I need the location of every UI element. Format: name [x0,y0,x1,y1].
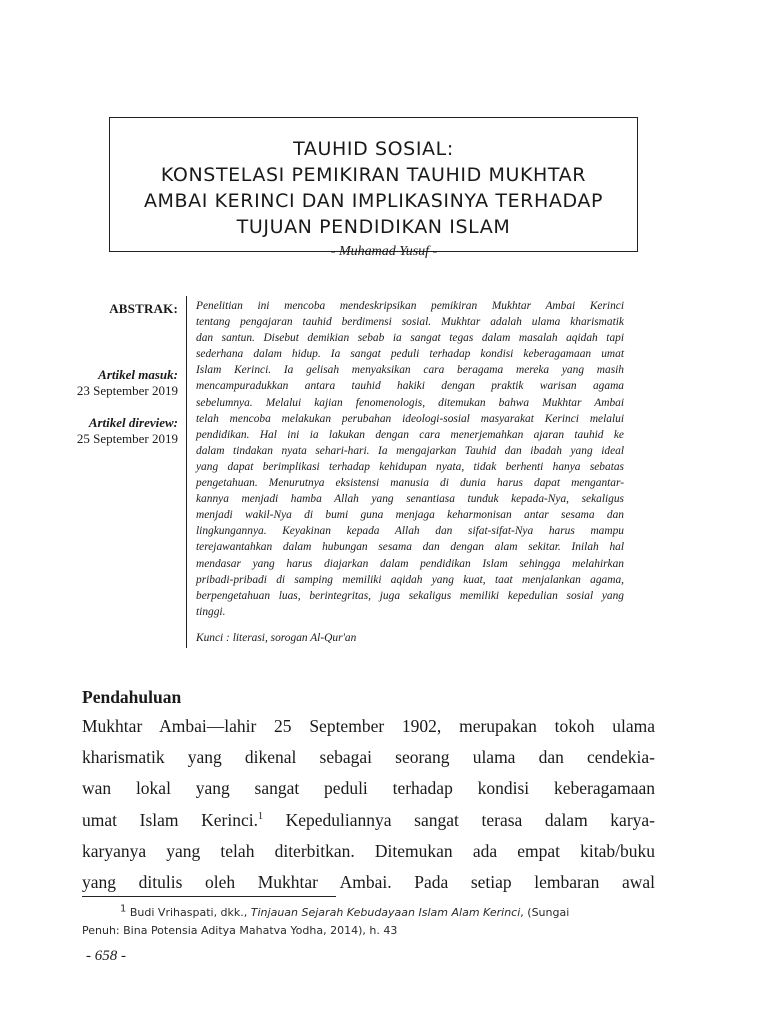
abstract-line: pribadi-pribadi di samping memiliki aqidah yang kuat, taat menjalankan agama, [196,573,624,586]
article-title-box [109,117,638,252]
footnote-line [82,904,658,922]
body-line: kharismatik yang dikenal sebagai seorang ulama dan cendekia- [82,747,655,768]
body-line [82,805,655,836]
body-line-part: umat Islam Kerinci. [82,809,258,830]
author-name: - Muhamad Yusuf - [330,244,438,259]
article-reviewed [40,415,178,447]
keywords: Kunci : literasi, sorogan Al-Qur'an [196,632,357,644]
reviewed-label: Artikel direview: [88,415,178,430]
abstract-line: pendidikan. Hal ini ia lakukan dengan cara menerjemahkan ajaran tauhid ke [196,428,624,441]
abstract-line: kannya menjadi hamba Allah yang senantiasa tunduk kepada-Nya, sekaligus [196,493,624,506]
title-line-3: AMBAI KERINCI DAN IMPLIKASINYA TERHADAP [143,190,604,212]
title-line-4: TUJUAN PENDIDIKAN ISLAM [236,216,511,238]
abstract-line: telah mencoba melakukan perubahan ideologi-sosial masyarakat Kerinci melalui [196,412,624,425]
body-line: yang ditulis oleh Mukhtar Ambai. Pada setiap lembaran awal [82,872,655,893]
footnote [82,904,658,939]
abstract-line: tentang pengajaran tauhid berdimensi sosial. Mukhtar adalah ulama kharismatik [196,316,624,329]
abstract-line: yang dapat berimplikasi terhadap kehidupan nyata, tidak berhenti hanya sebatas [196,460,624,473]
received-label: Artikel masuk: [98,367,178,382]
footnote-number: 1 [120,903,127,915]
article-received [40,367,178,399]
abstract-line: dalam tindakan nyata sehari-hari. Ia mengajarkan Tauhid dan ibadah yang ideal [196,444,624,457]
abstract-line: mendasar yang harus diajarkan dalam pendidikan Islam sehingga melahirkan [196,557,624,570]
abstract-line: sederhana dalam hidup. Ia sangat peduli terhadap kondisi keberagamaan umat [196,348,624,361]
footnote-separator [82,896,336,897]
section-heading: Pendahuluan [82,687,182,707]
footnote-publisher: Penuh: Bina Potensia Aditya Mahatva Yodha, 2014), h. 43 [82,923,398,937]
received-date: 23 September 2019 [76,383,178,398]
abstract-line: terejawantahkan dalam hubungan sesama dan dengan alam sekitar. Inilah hal [196,541,624,554]
footnote-reference[interactable]: 1 [257,810,263,822]
abstract-line: tinggi. [196,605,226,618]
abstract-line: sebelumnya. Melalui kajian fenomenologis, ditemukan bahwa Mukhtar Ambai [196,396,624,409]
body-line: karyanya yang telah diterbitkan. Ditemukan ada empat kitab/buku [82,840,655,861]
body-line: Mukhtar Ambai—lahir 25 September 1902, merupakan tokoh ulama [82,716,655,736]
abstract-line: Islam Kerinci. Ia gelisah menyaksikan cara beragama mereka yang masih [196,364,624,377]
footnote-book-title: Tinjauan Sejarah Kebudayaan Islam Alam Kerinci [250,906,521,919]
footnote-publisher-start: , (Sungai [520,906,570,919]
abstract-divider [186,296,187,648]
abstract-line: dan santun. Disebut demikian sebab ia sangat tegas dalam masalah aqidah tapi [196,332,624,345]
abstract-line: Penelitian ini mencoba mendeskripsikan pemikiran Mukhtar Ambai Kerinci [196,300,624,312]
body-paragraph [82,711,655,898]
body-line: wan lokal yang sangat peduli terhadap kondisi keberagamaan [82,778,655,799]
abstract-line: mencampuradukkan antara tauhid hakiki dengan praktik warisan agama [196,380,624,393]
abstract-line: menjadi wakil-Nya di bumi guna menjaga keharmonisan antar sesama dan [196,509,624,522]
abstract-label: ABSTRAK: [109,301,178,316]
abstract-text [196,298,624,620]
page-number: - 658 - [86,948,126,964]
body-line-part: Kepeduliannya sangat terasa dalam karya- [285,809,655,830]
reviewed-date: 25 September 2019 [76,431,178,446]
title-line-1: TAUHID SOSIAL: [293,138,454,160]
title-line-2: KONSTELASI PEMIKIRAN TAUHID MUKHTAR [160,164,587,186]
footnote-author: Budi Vrihaspati, dkk., [129,906,248,919]
abstract-line: lingkungannya. Keyakinan kepada Allah dan sifat-sifat-Nya harus mampu [196,525,624,538]
abstract-line: pengetahuan. Menurutnya eksistensi manusia di dunia harus dapat mengantar- [196,477,624,490]
abstract-line: berpengetahuan luas, berintegritas, juga sekaligus memiliki kepedulian sosial yang [196,589,624,602]
